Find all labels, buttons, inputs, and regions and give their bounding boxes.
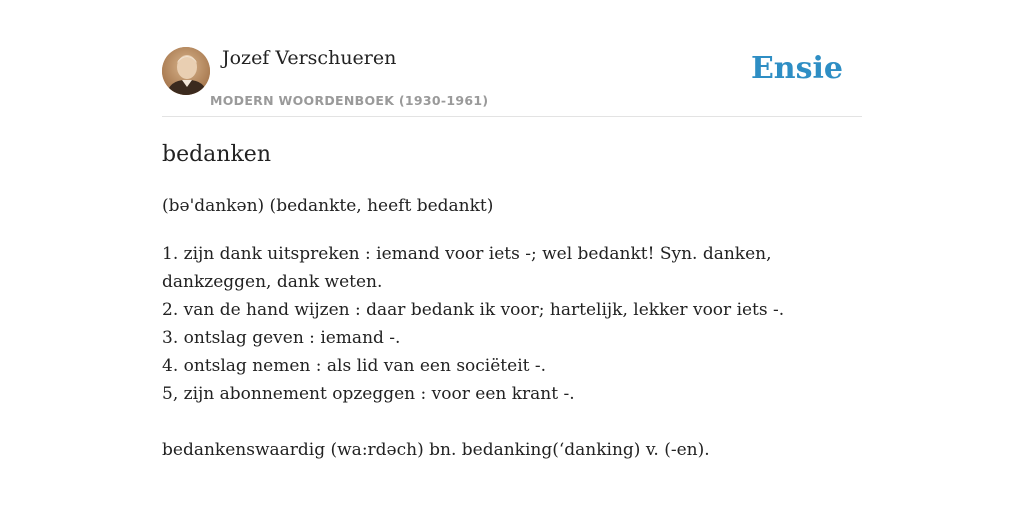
entry-header [162, 0, 862, 117]
author-avatar[interactable] [162, 47, 210, 95]
definition-line: 1. zijn dank uitspreken : iemand voor iets -; wel bedankt! Syn. danken, [162, 244, 772, 264]
definition-list [162, 240, 862, 408]
definition-line: 3. ontslag geven : iemand -. [162, 328, 401, 348]
pronunciation: (bə'dankən) (bedankte, heeft bedankt) [162, 196, 494, 216]
definition-line: 4. ontslag nemen : als lid van een sociëteit -. [162, 356, 547, 376]
entry-title: bedanken [162, 142, 271, 167]
author-name[interactable]: Jozef Verschueren [222, 47, 397, 69]
source-label[interactable]: MODERN WOORDENBOEK (1930-1961) [210, 93, 489, 108]
definition-line: 2. van de hand wijzen : daar bedank ik voor; hartelijk, lekker voor iets -. [162, 300, 785, 320]
derived-forms: bedankenswaardig (wa:rdəch) bn. bedanking(‘danking) v. (-en). [162, 440, 710, 460]
definition-line: dankzeggen, dank weten. [162, 272, 383, 292]
author-portrait-icon [162, 47, 210, 95]
entry-card [162, 0, 862, 512]
definition-line: 5, zijn abonnement opzeggen : voor een krant -. [162, 384, 575, 404]
ensie-logo[interactable]: Ensie [750, 51, 843, 86]
